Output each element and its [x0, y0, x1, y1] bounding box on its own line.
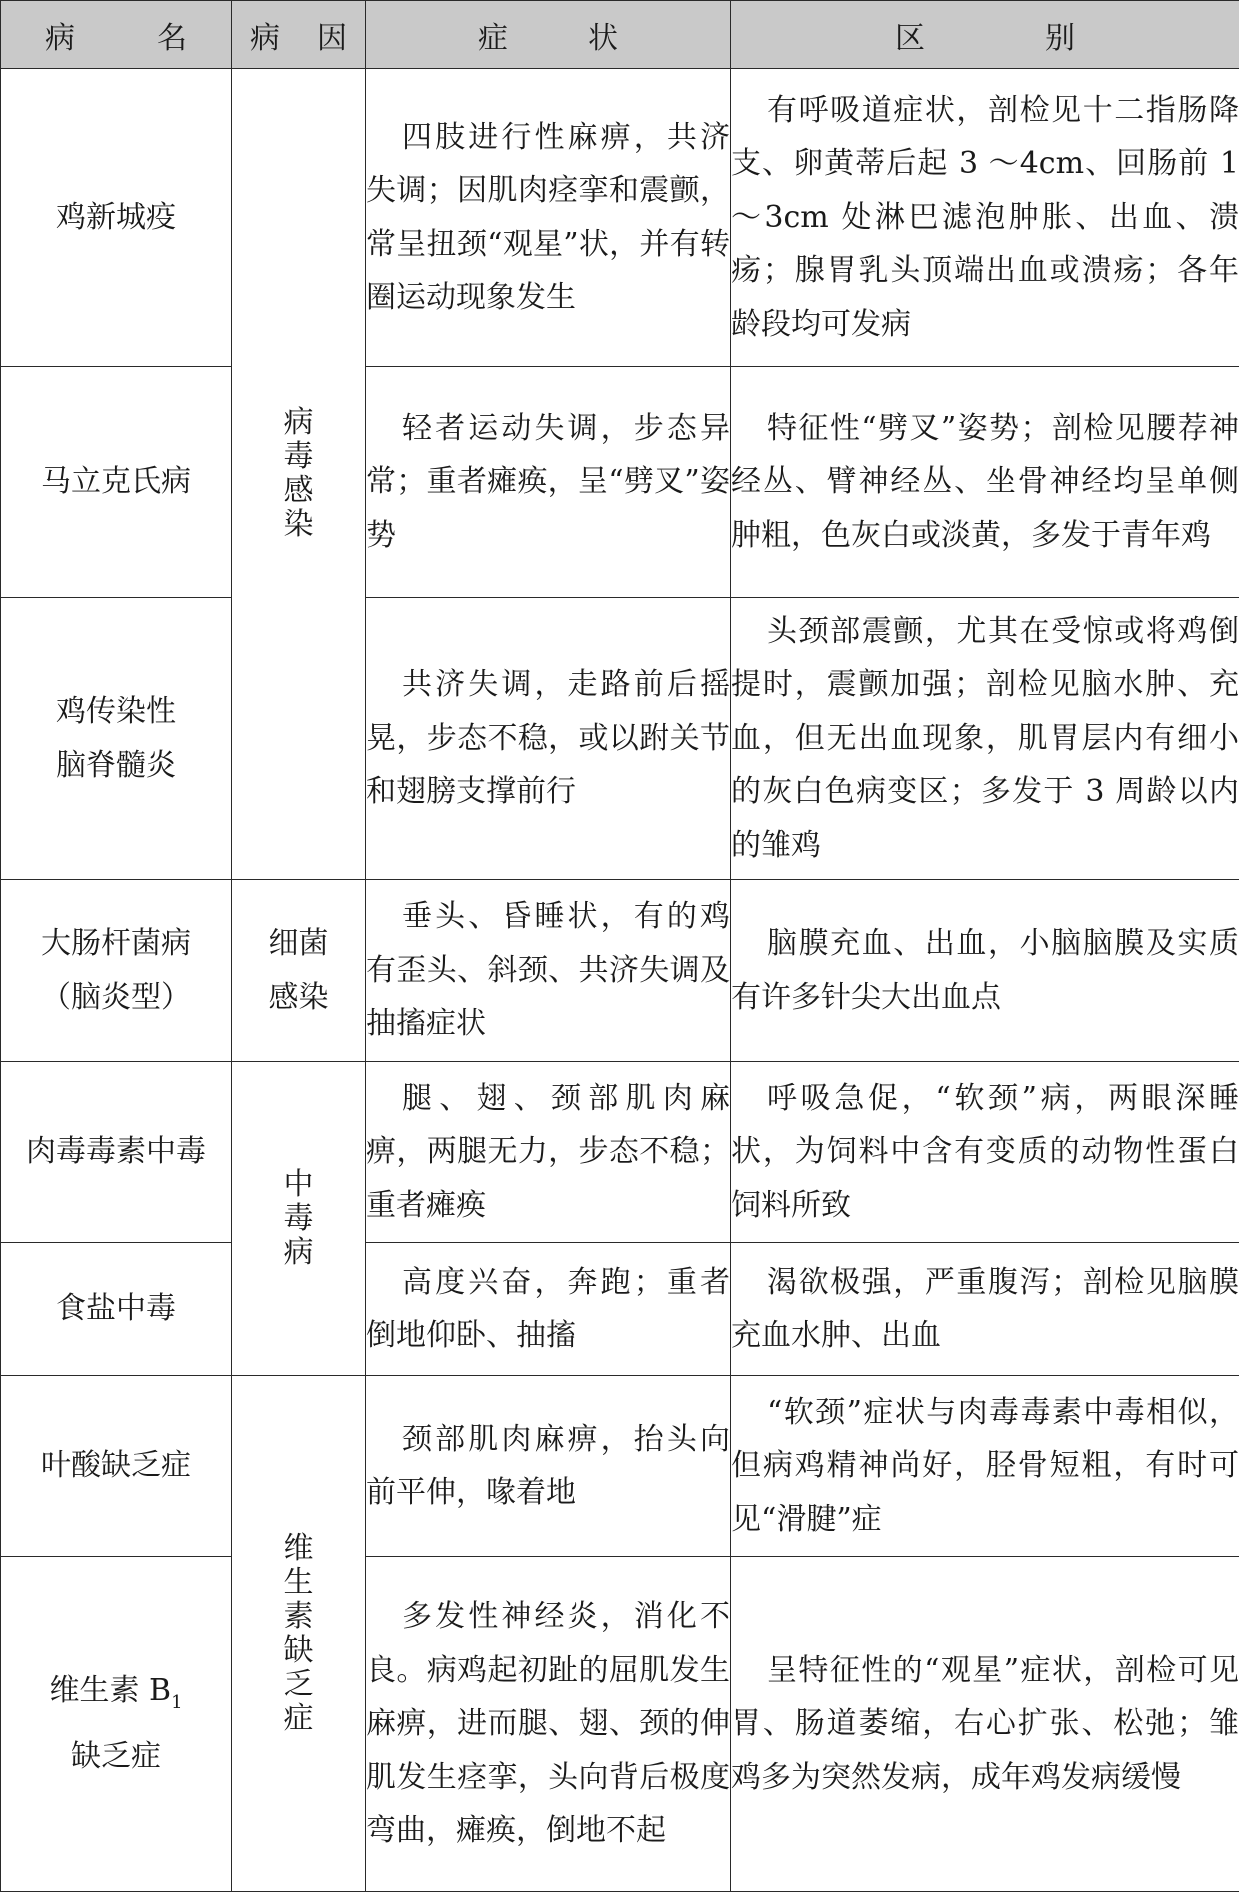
symptom-cell: 多发性神经炎，消化不良。病鸡起初趾的屈肌发生麻痹，进而腿、翅、颈的伸肌发生痉挛，头向背后极度弯曲，瘫痪，倒地不起 — [366, 1557, 731, 1892]
header-difference: 区 别 — [731, 1, 1239, 69]
cause-cell — [232, 1062, 366, 1376]
difference-cell: 有呼吸道症状，剖检见十二指肠降支、卵黄蒂后起 3 ～4cm、回肠前 1 ～3cm 处淋巴滤泡肿胀、出血、溃疡；腺胃乳头顶端出血或溃疡；各年龄段均可发病 — [731, 69, 1239, 367]
disease-name: 大肠杆菌病 （脑炎型） — [1, 880, 232, 1062]
table-row — [1, 1243, 1239, 1376]
cause-cell — [232, 69, 366, 880]
symptom-cell: 垂头、昏睡状，有的鸡有歪头、斜颈、共济失调及抽搐症状 — [366, 880, 731, 1062]
symptom-cell: 腿、翅、颈部肌肉麻痹，两腿无力，步态不稳；重者瘫痪 — [366, 1062, 731, 1243]
difference-cell: 呈特征性的“观星”症状，剖检可见胃、肠道萎缩，右心扩张、松弛；雏鸡多为突然发病，成年鸡发病缓慢 — [731, 1557, 1239, 1892]
table-row — [1, 880, 1239, 1062]
symptom-cell: 颈部肌肉麻痹，抬头向前平伸，喙着地 — [366, 1376, 731, 1557]
disease-name: 马立克氏病 — [1, 367, 232, 598]
table-row — [1, 1062, 1239, 1243]
disease-name: 肉毒毒素中毒 — [1, 1062, 232, 1243]
table-row — [1, 367, 1239, 598]
cause-viral: 病毒感染 — [283, 405, 314, 542]
disease-name: 鸡传染性 脑脊髓炎 — [1, 598, 232, 880]
table-row — [1, 1557, 1239, 1892]
table-row — [1, 1376, 1239, 1557]
disease-name: 鸡新城疫 — [1, 69, 232, 367]
cause-cell — [232, 880, 366, 1062]
difference-cell: 头颈部震颤，尤其在受惊或将鸡倒提时，震颤加强；剖检见脑水肿、充血，但无出血现象，肌胃层内有细小的灰白色病变区；多发于 3 周龄以内的雏鸡 — [731, 598, 1239, 880]
header-row — [1, 1, 1239, 69]
header-disease-name: 病 名 — [1, 1, 232, 69]
cause-cell — [232, 1376, 366, 1892]
difference-cell: 渴欲极强，严重腹泻；剖检见脑膜充血水肿、出血 — [731, 1243, 1239, 1376]
difference-cell: 特征性“劈叉”姿势；剖检见腰荐神经丛、臂神经丛、坐骨神经均呈单侧肿粗，色灰白或淡黄，多发于青年鸡 — [731, 367, 1239, 598]
symptom-cell: 四肢进行性麻痹，共济失调；因肌肉痉挛和震颤，常呈扭颈“观星”状，并有转圈运动现象发生 — [366, 69, 731, 367]
cause-bacterial: 细菌感染 — [268, 925, 329, 1015]
table-row — [1, 69, 1239, 367]
cause-vitamin: 维生素缺乏症 — [283, 1530, 314, 1736]
symptom-cell: 共济失调，走路前后摇晃，步态不稳，或以跗关节和翅膀支撑前行 — [366, 598, 731, 880]
symptom-cell: 高度兴奋，奔跑；重者倒地仰卧、抽搐 — [366, 1243, 731, 1376]
disease-name: 叶酸缺乏症 — [1, 1376, 232, 1557]
difference-cell: 脑膜充血、出血，小脑脑膜及实质有许多针尖大出血点 — [731, 880, 1239, 1062]
difference-cell: 呼吸急促，“软颈”病，两眼深睡状，为饲料中含有变质的动物性蛋白饲料所致 — [731, 1062, 1239, 1243]
disease-name: 维生素 $B_1$ 缺乏症 — [1, 1557, 232, 1892]
table-row — [1, 598, 1239, 880]
disease-name: 食盐中毒 — [1, 1243, 232, 1376]
header-cause: 病 因 — [232, 1, 366, 69]
difference-cell: “软颈”症状与肉毒毒素中毒相似，但病鸡精神尚好，胫骨短粗，有时可见“滑腱”症 — [731, 1376, 1239, 1557]
header-symptom: 症 状 — [366, 1, 731, 69]
cause-poison: 中毒病 — [283, 1166, 314, 1270]
symptom-cell: 轻者运动失调，步态异常；重者瘫痪，呈“劈叉”姿势 — [366, 367, 731, 598]
